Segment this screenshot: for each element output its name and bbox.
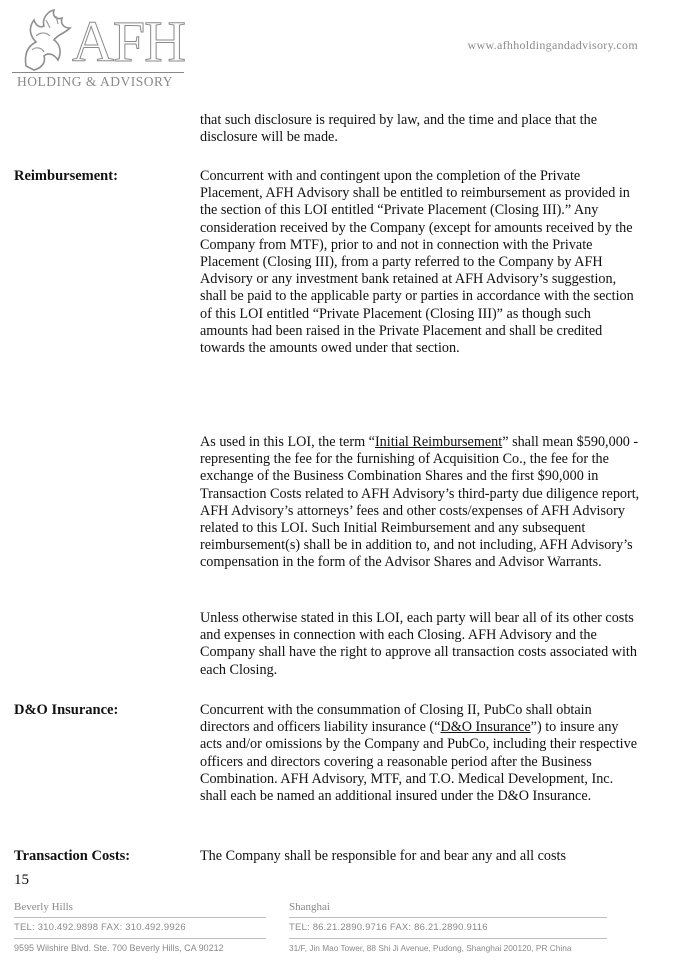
dno-insurance-text — [200, 702, 640, 805]
reimbursement-p2-pre: As used in this LOI, the term “ — [200, 434, 375, 450]
dno-post: ”) to insure any acts and/or omissions by the Company and PubCo, including their respective officers and directors covering a reasonable period after the Business Combination. AFH Advisory, MTF, and T.O. Medical Development, Inc. shall each be named an additional insured under the D&O Insurance. — [200, 719, 637, 805]
footer-right-address: 31/F, Jin Mao Tower, 88 Shi Ji Avenue, Pudong, Shanghai 200120, PR China — [289, 943, 572, 953]
reimbursement-paragraph-1 — [200, 168, 640, 357]
reimbursement-text-1: Concurrent with and contingent upon the completion of the Private Placement, AFH Advisory shall be entitled to reimbursement as provided in the section of this LOI entitled “Private Placement (Closing III).” Any consideration received by the Company (except for amounts received by the Company from MTF), prior to and not in connection with the Private Placement (Closing III), from a party referred to the Company by AFH Advisory or any investment bank retained at AFH Advisory’s suggestion, shall be paid to the applicable party or parties in accordance with the section of this LOI entitled “Private Placement (Closing III)” as though such amounts had been raised in the Private Placement and shall be credited towards the amounts owed under that section. — [200, 168, 634, 357]
company-logo — [12, 6, 187, 90]
logo-rule — [12, 72, 184, 73]
griffin-icon — [16, 6, 74, 72]
footer-left-tel: TEL: 310.492.9898 FAX: 310.492.9926 — [14, 922, 186, 933]
logo-letters: AFH — [72, 9, 186, 74]
reimbursement-paragraph-3 — [200, 610, 640, 679]
footer-left-divider — [14, 917, 266, 918]
footer-left-city: Beverly Hills — [14, 901, 73, 913]
transaction-costs-text: The Company shall be responsible for and bear any and all costs — [200, 848, 567, 864]
transaction-costs-label: Transaction Costs: — [14, 848, 131, 864]
footer-left-divider-2 — [14, 938, 266, 939]
reimbursement-text-3: Unless otherwise stated in this LOI, each party will bear all of its other costs and expenses in connection with each Closing. AFH Advisory and the Company shall have the right to approve all transaction costs associated with each Closing. — [200, 610, 637, 678]
logo-subtitle: HOLDING & ADVISORY — [17, 74, 174, 89]
reimbursement-text-2 — [200, 434, 640, 572]
footer-right-tel: TEL: 86.21.2890.9716 FAX: 86.21.2890.9116 — [289, 922, 488, 933]
dno-pre: Concurrent with the consummation of Closing II, PubCo shall obtain directors and officers liability insurance (“ — [200, 702, 592, 736]
website-url[interactable]: www.afhholdingandadvisory.com — [467, 38, 638, 52]
transaction-costs-paragraph — [200, 848, 640, 865]
footer-right-divider — [289, 917, 607, 918]
reimbursement-paragraph-2 — [200, 434, 640, 572]
reimbursement-label: Reimbursement: — [14, 168, 118, 184]
dno-insurance-term: D&O Insurance — [440, 719, 531, 736]
continuation-text: that such disclosure is required by law, and the time and place that the disclosure will be made. — [200, 112, 597, 146]
footer-right-city: Shanghai — [289, 901, 330, 913]
continuation-paragraph — [200, 112, 640, 146]
footer-right-divider-2 — [289, 938, 607, 939]
dno-insurance-paragraph — [200, 702, 640, 805]
dno-insurance-label: D&O Insurance: — [14, 702, 119, 718]
footer-left-address: 9595 Wilshire Blvd. Ste. 700 Beverly Hills, CA 90212 — [14, 943, 224, 953]
reimbursement-p2-post: ” shall mean $590,000 - representing the fee for the furnishing of Acquisition Co., the fee for the exchange of the Business Combination Shares and the first $90,000 in Transaction Costs related to AFH Advisory’s third-party due diligence report, AFH Advisory’s attorneys’ fees and other costs/expenses of AFH Advisory related to this LOI. Such Initial Reimbursement and any subsequent reimbursement(s) shall be in addition to, and not including, AFH Advisory’s compensation in the form of the Advisor Shares and Advisor Warrants. — [200, 434, 640, 571]
page-number: 15 — [14, 872, 29, 888]
initial-reimbursement-term: Initial Reimbursement — [374, 434, 503, 450]
